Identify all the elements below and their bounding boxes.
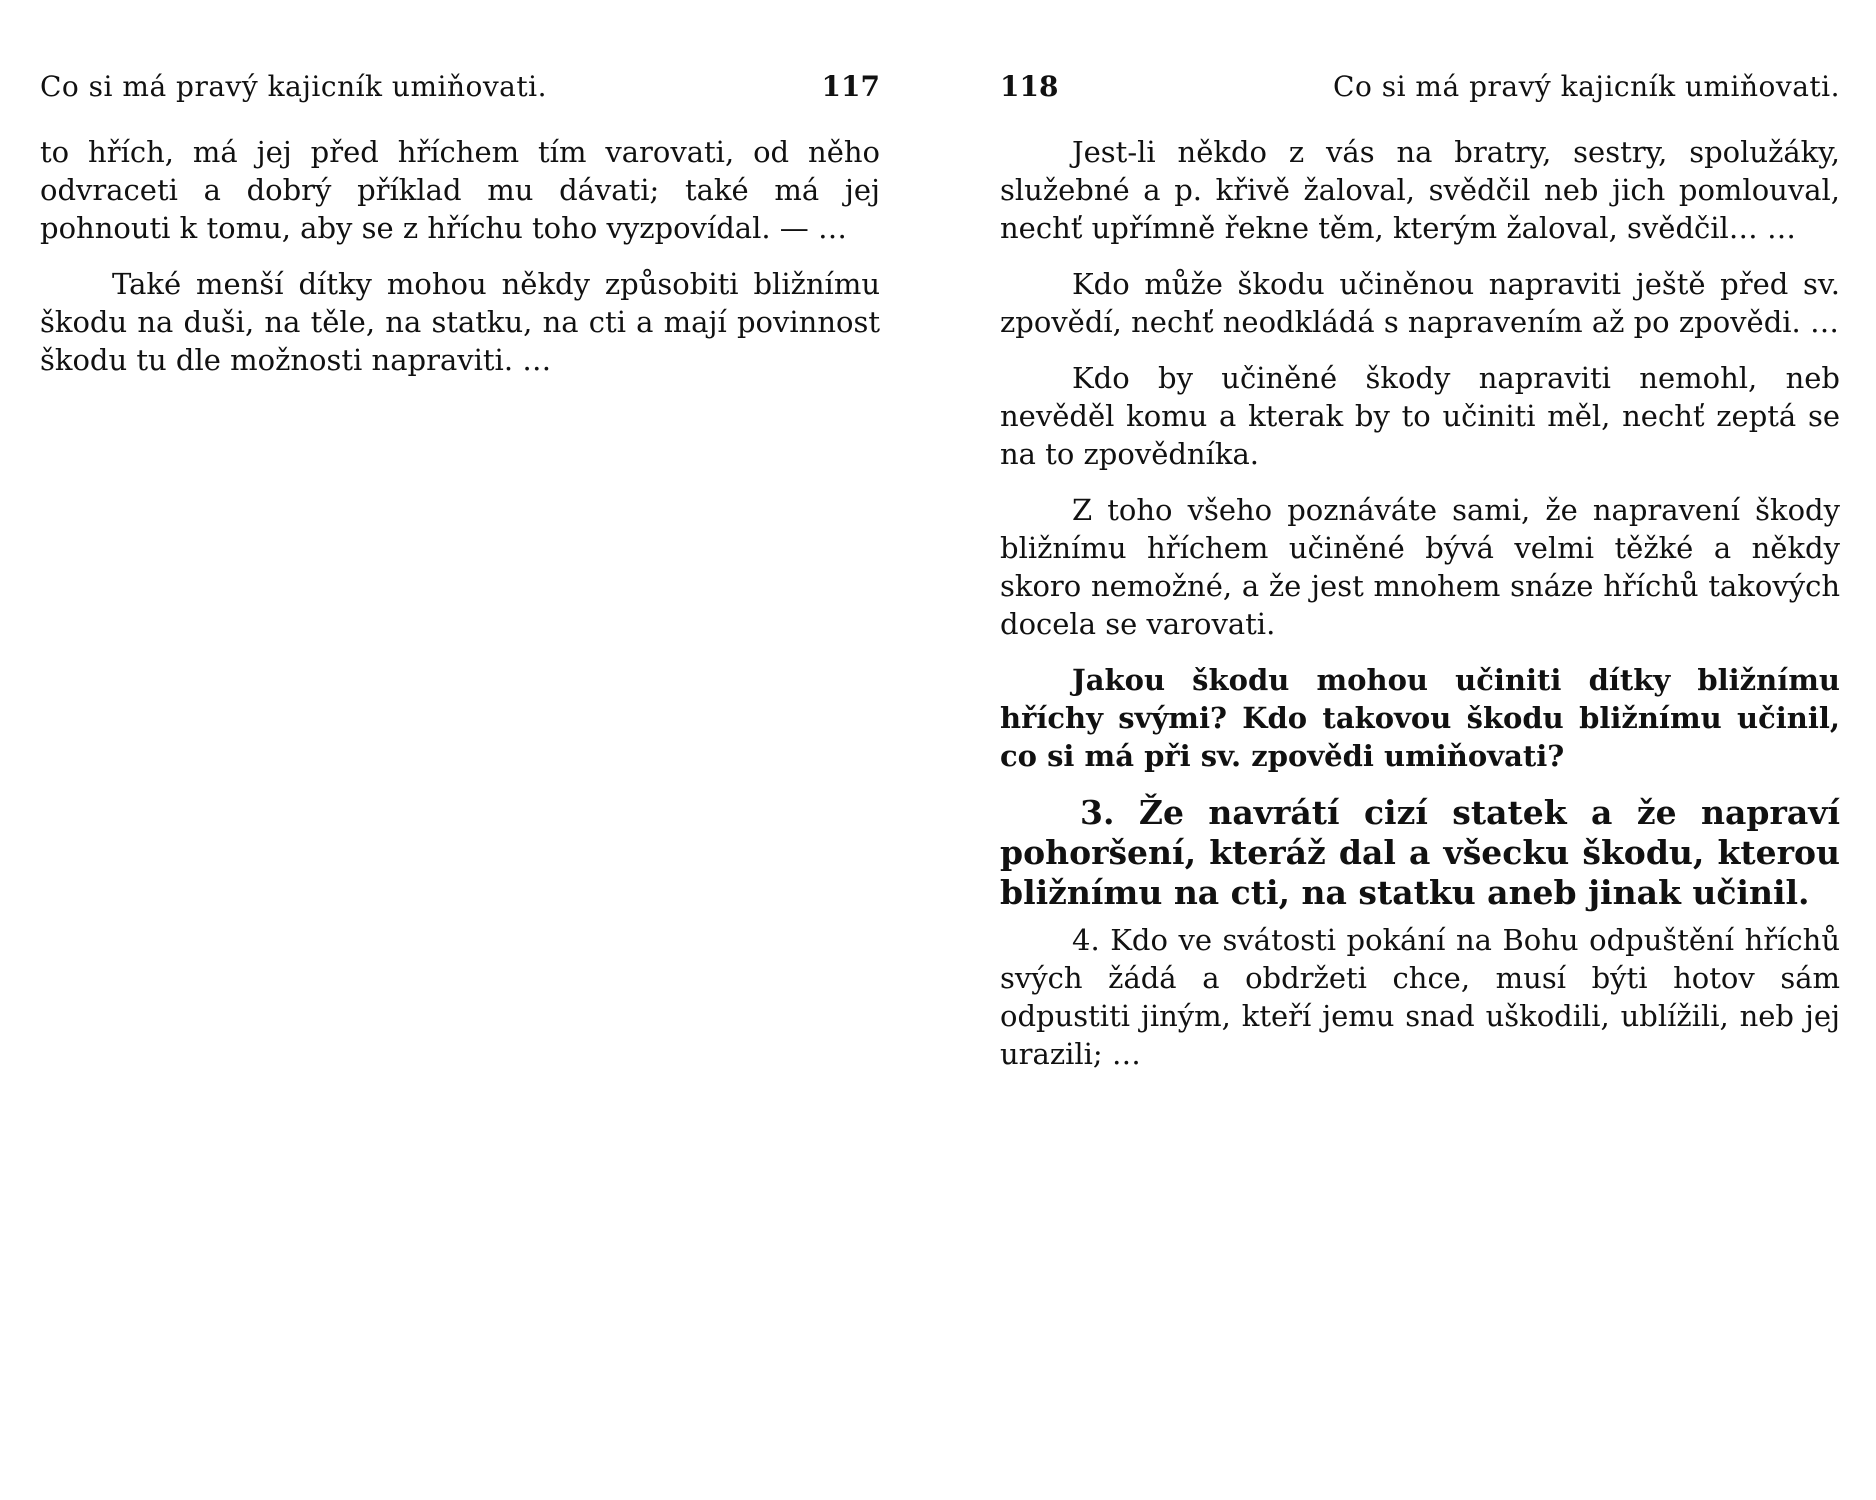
right-page-number: 118 (1000, 70, 1059, 103)
right-paragraph-1: Jest-li někdo z vás na bratry, sestry, spolužáky, služebné a p. křivě žaloval, svědčil neb jich pomlouval, nechť upřímně řekne těm, kterým žaloval, svědčil… … (1000, 135, 1840, 245)
right-paragraph-2: Kdo může škodu učiněnou napraviti ještě před sv. zpovědí, nechť neodkládá s napravením až po zpovědi. … (1000, 267, 1840, 339)
right-paragraph-3: Kdo by učiněné škody napraviti nemohl, neb nevěděl komu a kterak by to učiniti měl, nechť zeptá se na to zpovědníka. (1000, 361, 1840, 471)
left-running-title: Co si má pravý kajicník umiňovati. (40, 70, 547, 103)
left-page-number: 117 (821, 70, 880, 103)
right-running-title: Co si má pravý kajicník umiňovati. (1333, 70, 1840, 103)
left-page-header (40, 70, 880, 103)
right-final-paragraph: 4. Kdo ve svátosti pokání na Bohu odpuštění hříchů svých žádá a obdržeti chce, musí býti hotov sám odpustiti jiným, kteří jemu snad uškodili, ublížili, neb jej urazili; … (1000, 923, 1840, 1071)
right-questions: Jakou škodu mohou učiniti dítky bližnímu hříchy svými? Kdo takovou škodu bližnímu učinil, co si má při sv. zpovědi umiňovati? (1000, 663, 1840, 773)
left-paragraph-1: to hřích, má jej před hříchem tím varovati, od něho odvraceti a dobrý příklad mu dávati; také má jej pohnouti k tomu, aby se z hříchu toho vyzpovídal. — … (40, 135, 880, 245)
section-heading: 3. Že navrátí cizí statek a že napraví pohoršení, kteráž dal a všecku škodu, kterou bližnímu na cti, na statku aneb jinak učinil. (1000, 793, 1840, 912)
right-paragraph-4: Z toho všeho poznáváte sami, že napravení škody bližnímu hříchem učiněné bývá velmi těžké a někdy skoro nemožné, a že jest mnohem snáze hříchů takových docela se varovati. (1000, 493, 1840, 641)
right-page-header (1000, 70, 1840, 103)
left-paragraph-2: Také menší dítky mohou někdy způsobiti bližnímu škodu na duši, na těle, na statku, na cti a mají povinnost škodu tu dle možnosti napraviti. … (40, 267, 880, 377)
left-page (40, 70, 880, 1460)
right-page (1000, 70, 1840, 1460)
